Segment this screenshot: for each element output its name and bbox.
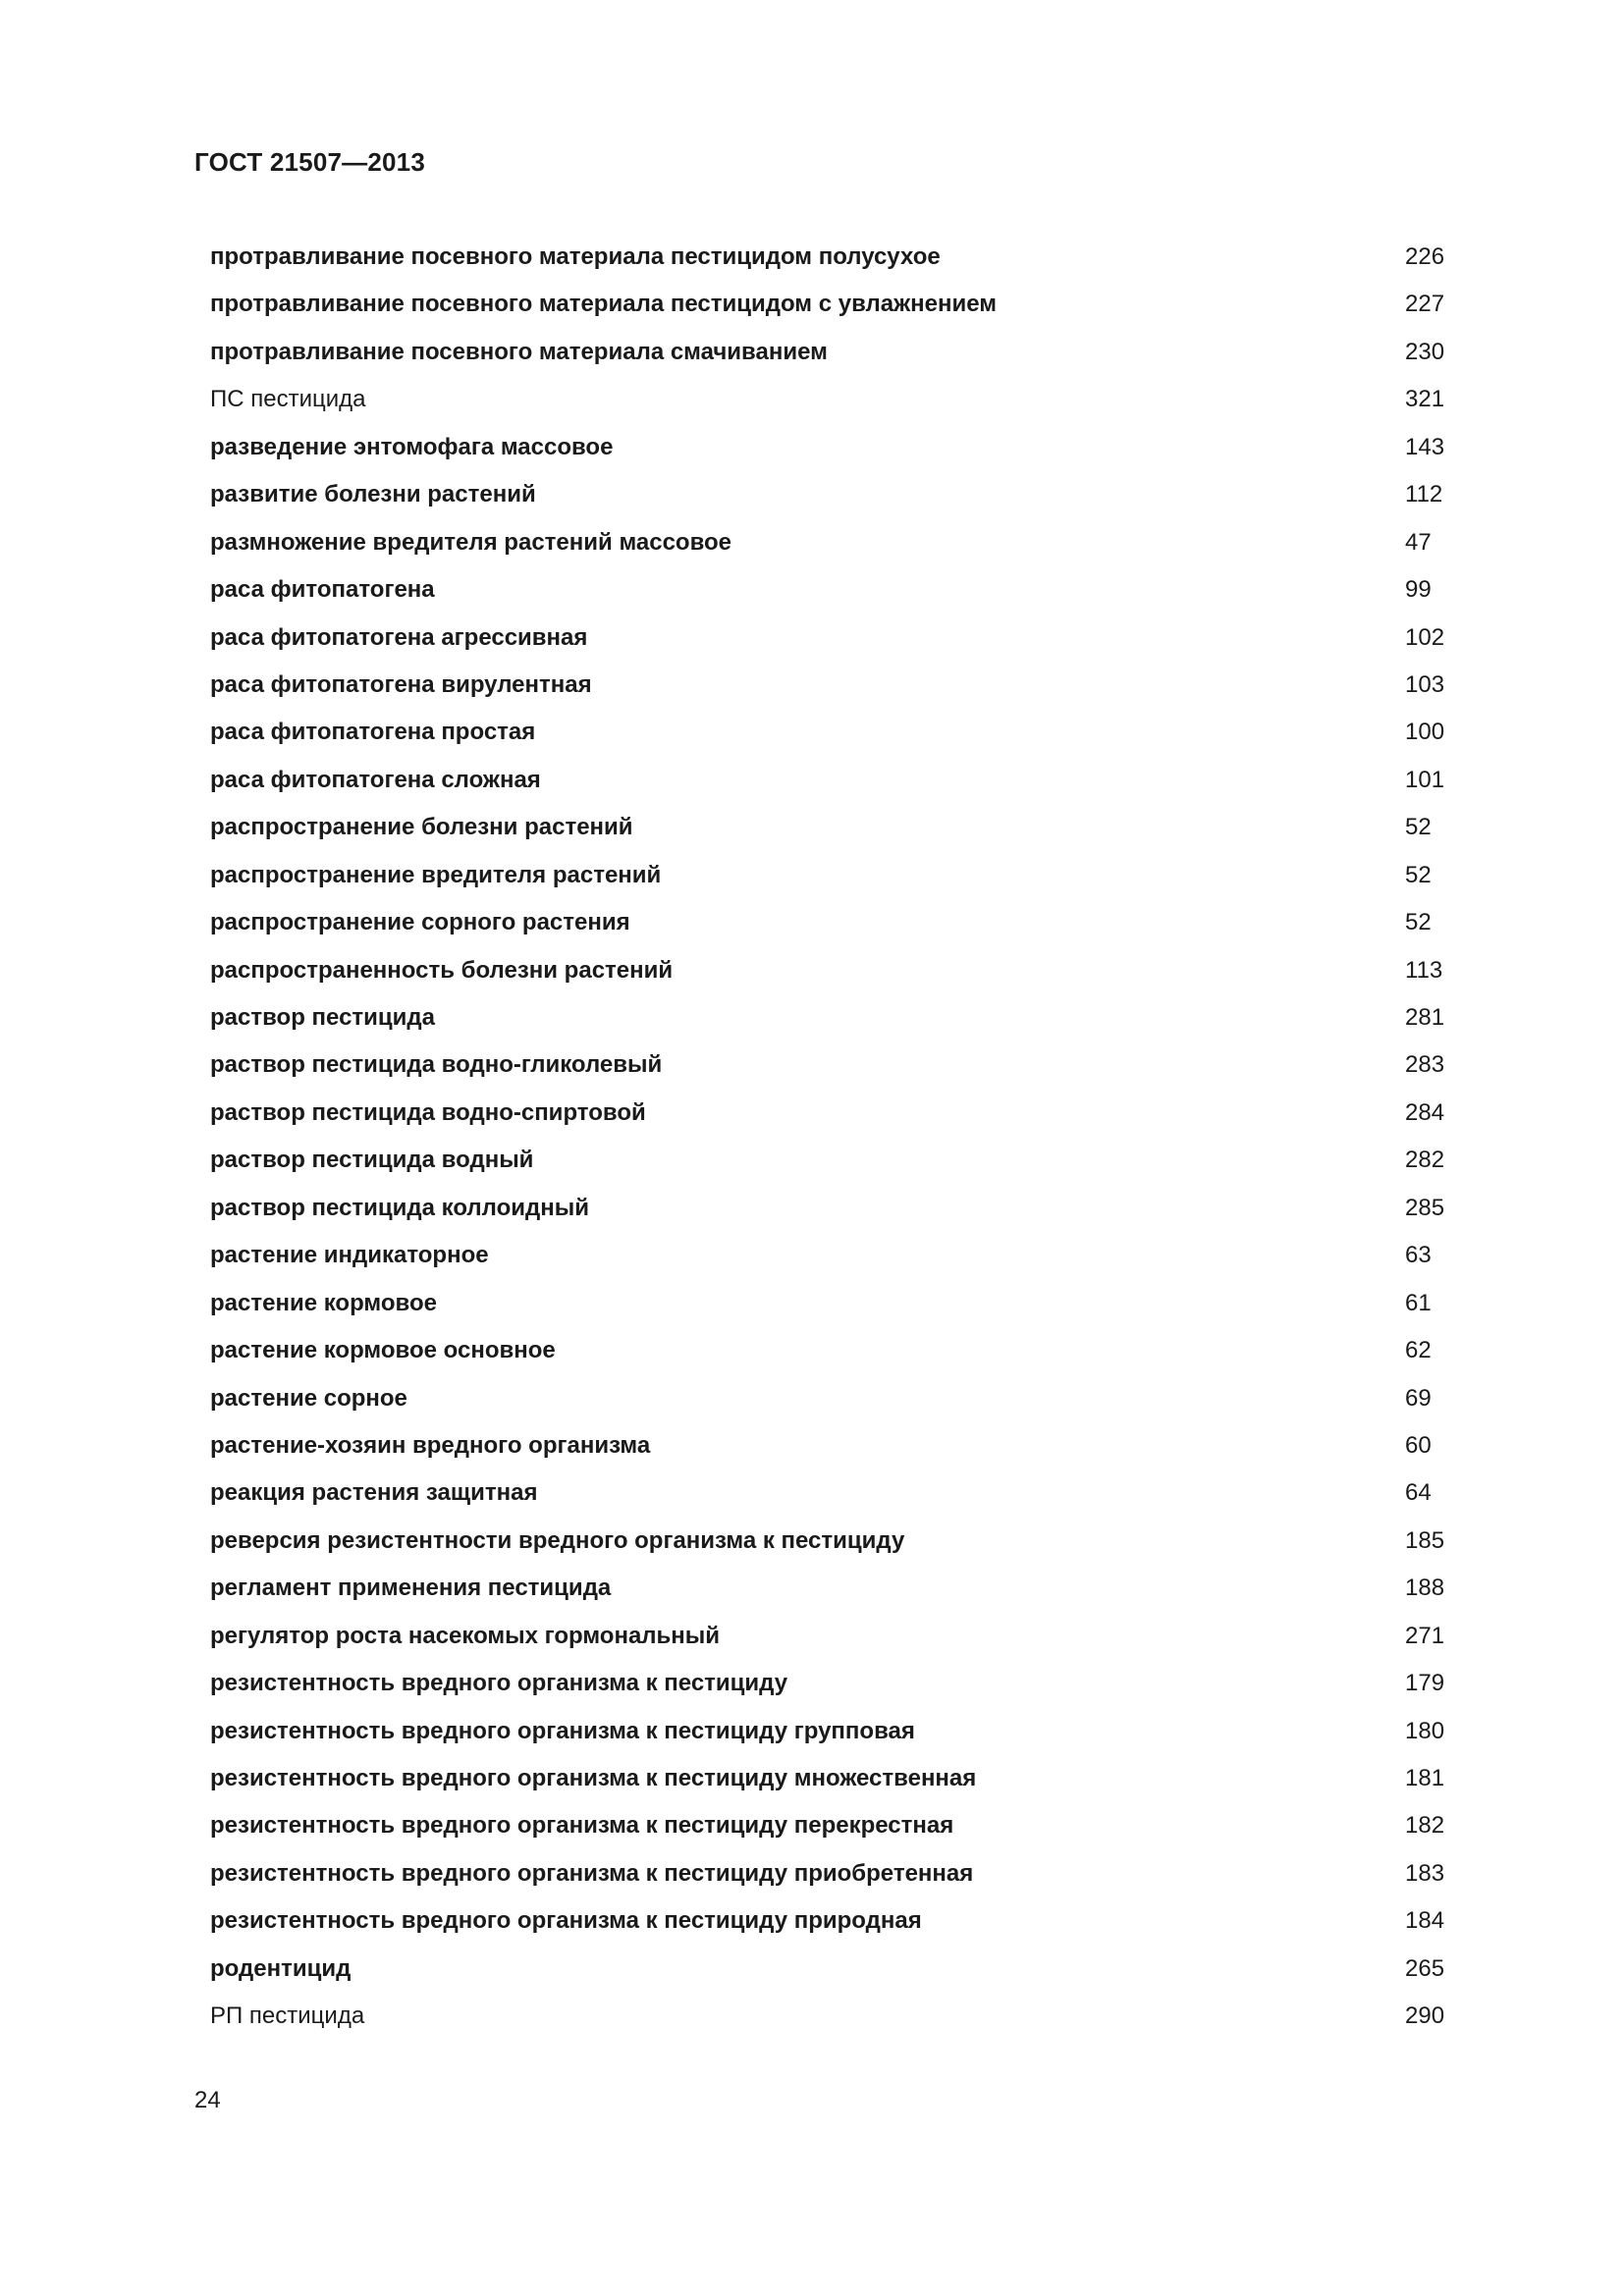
index-entry <box>210 376 1447 423</box>
index-term: резистентность вредного организма к пестициду <box>210 1670 788 1697</box>
index-entry <box>210 1280 1447 1327</box>
index-entry <box>210 424 1447 471</box>
index-term: регулятор роста насекомых гормональный <box>210 1622 721 1649</box>
index-entry <box>210 1613 1447 1660</box>
index-entry <box>210 234 1447 281</box>
index-term: протравливание посевного материала пестицидом полусухое <box>210 243 941 270</box>
index-term-number: 52 <box>1405 909 1432 936</box>
index-term-number: 184 <box>1405 1907 1445 1935</box>
index-entry <box>210 1137 1447 1184</box>
index-term: размножение вредителя растений массовое <box>210 528 732 556</box>
index-entry <box>210 899 1447 946</box>
index-term: резистентность вредного организма к пестициду групповая <box>210 1717 915 1744</box>
index-term: распространенность болезни растений <box>210 956 674 984</box>
index-term-number: 60 <box>1405 1431 1432 1459</box>
index-term: резистентность вредного организма к пестициду приобретенная <box>210 1859 974 1887</box>
index-term: ПС пестицида <box>210 386 366 413</box>
index-term: растение-хозяин вредного организма <box>210 1431 651 1459</box>
index-entry <box>210 662 1447 709</box>
document-title: ГОСТ 21507—2013 <box>194 147 425 177</box>
index-term-number: 230 <box>1405 338 1445 365</box>
index-term-number: 265 <box>1405 1954 1445 1982</box>
index-term-number: 100 <box>1405 719 1445 746</box>
index-term: распространение болезни растений <box>210 814 633 841</box>
index-term: резистентность вредного организма к пестициду множественная <box>210 1765 977 1791</box>
index-term-number: 282 <box>1405 1147 1445 1174</box>
index-entry <box>210 614 1447 662</box>
index-term-number: 285 <box>1405 1194 1445 1221</box>
index-term-number: 64 <box>1405 1479 1432 1507</box>
index-entry <box>210 1422 1447 1469</box>
index-term: растение сорное <box>210 1384 407 1412</box>
index-term-number: 101 <box>1405 766 1445 793</box>
index-term-number: 52 <box>1405 814 1432 841</box>
index-entry <box>210 994 1447 1041</box>
index-term: развитие болезни растений <box>210 481 536 508</box>
index-entry <box>210 1897 1447 1945</box>
index-term-number: 185 <box>1405 1526 1445 1554</box>
index-term: раса фитопатогена сложная <box>210 766 541 793</box>
index-entry <box>210 852 1447 899</box>
index-entry <box>210 1755 1447 1802</box>
index-entry <box>210 1041 1447 1089</box>
index-term-number: 180 <box>1405 1717 1445 1744</box>
index-term-number: 63 <box>1405 1242 1432 1269</box>
alphabetical-index <box>210 234 1447 2041</box>
index-term-number: 181 <box>1405 1765 1445 1791</box>
index-entry <box>210 1565 1447 1612</box>
index-entry <box>210 1469 1447 1517</box>
index-term: растение кормовое основное <box>210 1337 556 1364</box>
index-term: раса фитопатогена вирулентная <box>210 670 592 698</box>
index-term: распространение сорного растения <box>210 909 630 936</box>
index-entry <box>210 1850 1447 1897</box>
index-term: реакция растения защитная <box>210 1479 538 1507</box>
index-term-number: 227 <box>1405 291 1445 318</box>
index-entry <box>210 1232 1447 1279</box>
index-term: протравливание посевного материала пестицидом с увлажнением <box>210 291 998 318</box>
page-number: 24 <box>194 2087 221 2113</box>
index-term-number: 52 <box>1405 861 1432 888</box>
index-term-number: 102 <box>1405 623 1445 651</box>
index-term: реверсия резистентности вредного организма к пестициду <box>210 1526 905 1554</box>
index-entry <box>210 329 1447 376</box>
index-term-number: 179 <box>1405 1670 1445 1697</box>
index-term-number: 62 <box>1405 1337 1432 1364</box>
index-term: раствор пестицида <box>210 1004 436 1031</box>
index-entry <box>210 1708 1447 1755</box>
index-entry <box>210 1993 1447 2040</box>
index-entry <box>210 519 1447 566</box>
index-term-number: 271 <box>1405 1622 1445 1649</box>
index-term-number: 183 <box>1405 1859 1445 1887</box>
index-entry <box>210 1660 1447 1707</box>
index-term-number: 69 <box>1405 1384 1432 1412</box>
index-entry <box>210 757 1447 804</box>
index-entry <box>210 1946 1447 1993</box>
index-entry <box>210 1090 1447 1137</box>
index-term-number: 321 <box>1405 386 1445 413</box>
index-term: протравливание посевного материала смачиванием <box>210 338 828 365</box>
index-term: РП пестицида <box>210 2002 365 2030</box>
index-term-number: 281 <box>1405 1004 1445 1031</box>
index-term-number: 188 <box>1405 1575 1445 1602</box>
index-term: распространение вредителя растений <box>210 861 662 888</box>
index-term-number: 283 <box>1405 1051 1445 1079</box>
index-entry <box>210 566 1447 614</box>
index-entry <box>210 709 1447 756</box>
index-term-number: 143 <box>1405 433 1445 460</box>
index-term: раствор пестицида водно-спиртовой <box>210 1098 646 1126</box>
index-term: разведение энтомофага массовое <box>210 433 614 460</box>
index-term-number: 226 <box>1405 243 1445 270</box>
index-term-number: 61 <box>1405 1289 1432 1316</box>
index-entry <box>210 1802 1447 1849</box>
index-entry <box>210 1518 1447 1565</box>
index-term: растение кормовое <box>210 1289 437 1316</box>
index-term: растение индикаторное <box>210 1242 489 1269</box>
index-term: раса фитопатогена агрессивная <box>210 623 588 651</box>
index-term: резистентность вредного организма к пестициду природная <box>210 1907 922 1935</box>
index-entry <box>210 281 1447 328</box>
index-term-number: 99 <box>1405 576 1432 604</box>
index-term: раствор пестицида коллоидный <box>210 1194 590 1221</box>
index-term-number: 182 <box>1405 1812 1445 1840</box>
index-entry <box>210 804 1447 851</box>
index-term-number: 113 <box>1405 956 1443 984</box>
index-term-number: 103 <box>1405 670 1445 698</box>
index-term: регламент применения пестицида <box>210 1575 612 1602</box>
index-term-number: 284 <box>1405 1098 1445 1126</box>
index-term-number: 112 <box>1405 481 1443 508</box>
index-term-number: 290 <box>1405 2002 1445 2030</box>
index-term: раствор пестицида водный <box>210 1147 534 1174</box>
index-term-number: 47 <box>1405 528 1432 556</box>
index-entry <box>210 947 1447 994</box>
index-entry <box>210 471 1447 518</box>
index-term: раса фитопатогена простая <box>210 719 536 746</box>
index-term: резистентность вредного организма к пестициду перекрестная <box>210 1812 954 1840</box>
index-term: раствор пестицида водно-гликолевый <box>210 1051 663 1079</box>
index-entry <box>210 1185 1447 1232</box>
index-term: родентицид <box>210 1954 352 1982</box>
index-entry <box>210 1375 1447 1422</box>
index-entry <box>210 1327 1447 1374</box>
index-term: раса фитопатогена <box>210 576 435 604</box>
